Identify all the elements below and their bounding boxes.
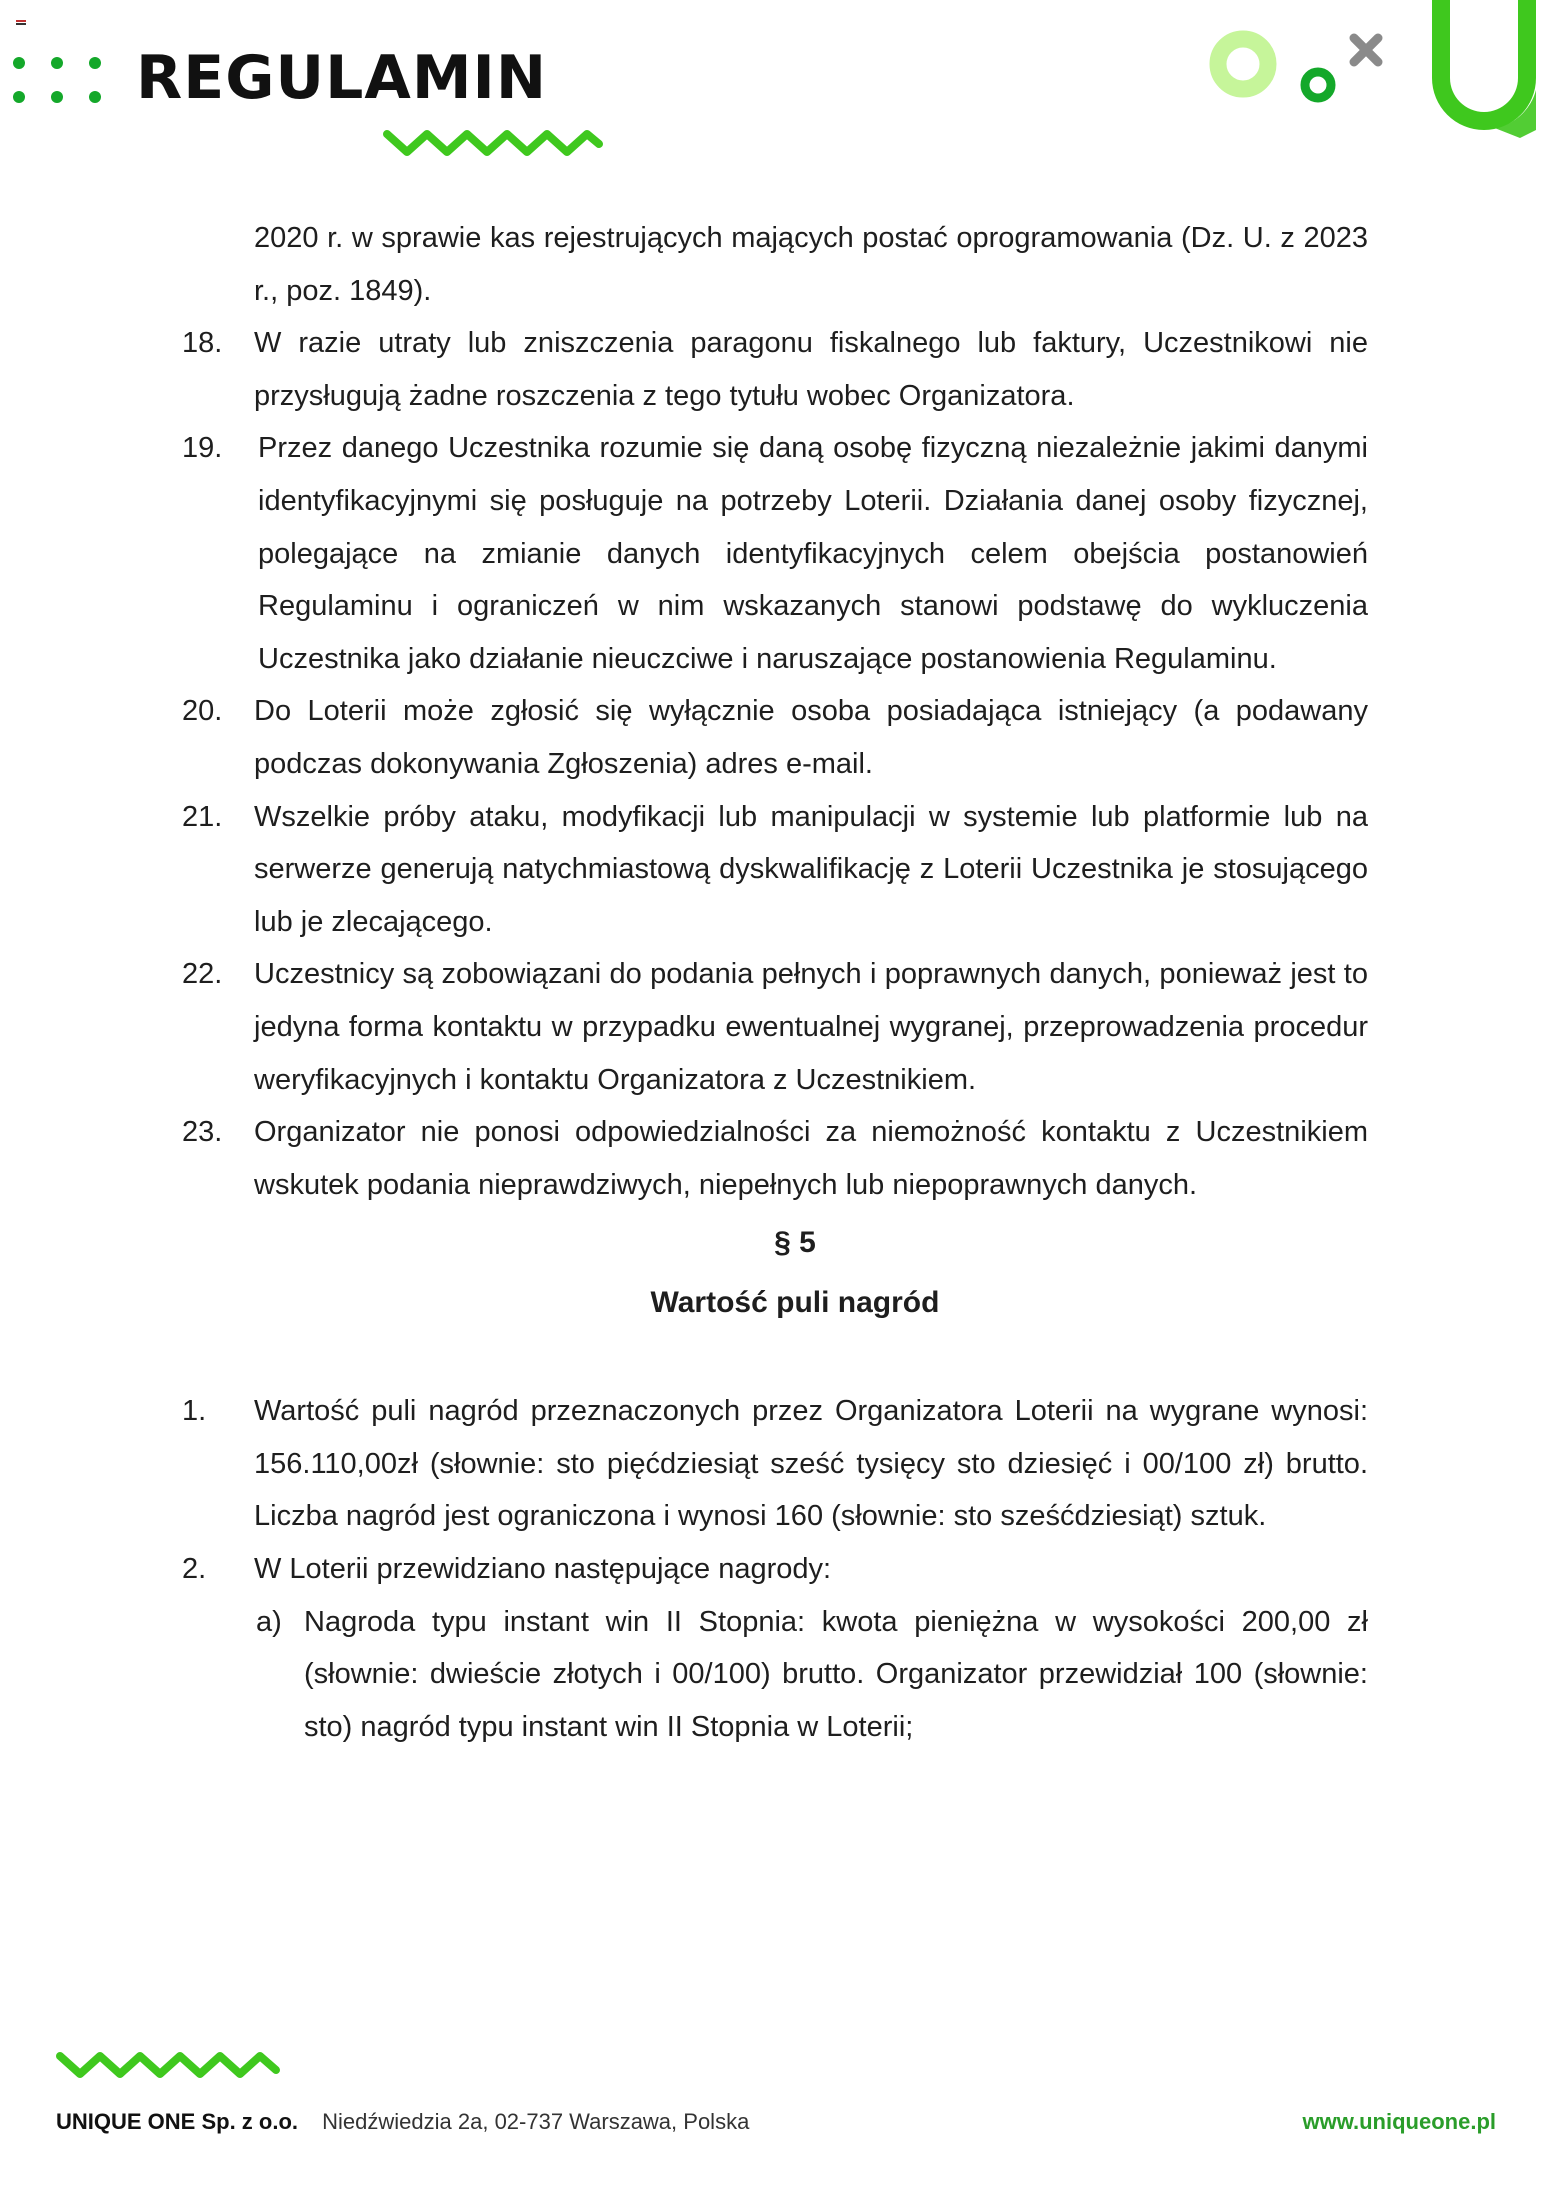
corner-mark-icon: [16, 20, 26, 26]
page-footer: [56, 2104, 1496, 2140]
list-item: [182, 948, 1368, 1106]
list-item: [182, 422, 1368, 685]
company-name: UNIQUE ONE Sp. z o.o.: [56, 2109, 299, 2134]
item-number: 23.: [182, 1116, 223, 1149]
item-text: Wszelkie próby ataku, modyfikacji lub manipulacji w systemie lub platformie lub na serwerze generują natychmiastową dyskwalifikację z Loterii Uczestnika je stosującego lub je zlecającego.: [254, 800, 1368, 938]
page-title: REGULAMIN: [136, 43, 548, 113]
ring-icon: [1218, 39, 1268, 89]
list-item: [182, 212, 1368, 317]
sub-item-letter: a): [256, 1605, 282, 1638]
website-link[interactable]: www.uniqueone.pl: [1302, 2109, 1496, 2134]
sub-list-item: [182, 1596, 1368, 1754]
item-text: Organizator nie ponosi odpowiedzialności za niemożność kontaktu z Uczestnikiem wskutek podania nieprawdziwych, niepełnych lub niepoprawnych danych.: [254, 1116, 1368, 1201]
zigzag-icon: [383, 126, 603, 158]
list-item: [182, 1385, 1368, 1543]
item-number: 19.: [182, 432, 223, 465]
item-text: W Loterii przewidziano następujące nagrody:: [254, 1553, 832, 1586]
brand-decoration: [1200, 0, 1550, 150]
item-number: 21.: [182, 800, 223, 833]
item-text: Wartość puli nagród przeznaczonych przez Organizatora Loterii na wygrane wynosi: 156.110,00zł (słownie: sto pięćdziesiąt sześć tysięcy sto dziesięć i 00/100 zł) brutto. Liczba nagród jest ograniczona i wynosi 160 (słownie: sto sześćdziesiąt) sztuk.: [254, 1395, 1368, 1533]
footer-zigzag-icon: [56, 2048, 282, 2080]
item-number: 18.: [182, 327, 223, 360]
list-item: [182, 1106, 1368, 1211]
close-icon: [1354, 38, 1378, 62]
dots-grid-icon: [12, 55, 102, 105]
list-item: [182, 685, 1368, 790]
document-body: [182, 212, 1368, 1753]
item-number: 22.: [182, 958, 223, 991]
sub-item-text: Nagroda typu instant win II Stopnia: kwota pieniężna w wysokości 200,00 zł (słownie: dwieście złotych i 00/100) brutto. Organizator przewidział 100 (słownie: sto) nagród typu instant win II Stopnia w Loterii;: [304, 1605, 1368, 1743]
item-text: 2020 r. w sprawie kas rejestrujących mających postać oprogramowania (Dz. U. z 2023 r., poz. 1849).: [254, 222, 1368, 307]
small-ring-icon: [1305, 72, 1331, 98]
item-number: 2.: [182, 1553, 207, 1586]
section-title: Wartość puli nagród: [650, 1286, 940, 1320]
list-item: [182, 317, 1368, 422]
list-item: [182, 1543, 1368, 1596]
item-text: Przez danego Uczestnika rozumie się daną osobę fizyczną niezależnie jakimi danymi identyfikacyjnymi się posługuje na potrzeby Loterii. Działania danej osoby fizycznej, polegające na zmianie danych identyfikacyjnych celem obejścia postanowień Regulaminu i ograniczeń w nim wskazanych stanowi podstawę do wykluczenia Uczestnika jako działanie nieuczciwe i naruszające postanowienia Regulaminu.: [258, 432, 1368, 675]
item-number: 1.: [182, 1395, 207, 1428]
item-number: 20.: [182, 695, 223, 728]
section-symbol: § 5: [774, 1226, 816, 1260]
item-text: Do Loterii może zgłosić się wyłącznie osoba posiadająca istniejący (a podawany podczas dokonywania Zgłoszenia) adres e-mail.: [254, 695, 1368, 780]
item-text: W razie utraty lub zniszczenia paragonu fiskalnego lub faktury, Uczestnikowi nie przysługują żadne roszczenia z tego tytułu wobec Organizatora.: [254, 327, 1368, 412]
company-address: Niedźwiedzia 2a, 02-737 Warszawa, Polska: [322, 2109, 750, 2134]
list-item: [182, 791, 1368, 949]
item-text: Uczestnicy są zobowiązani do podania pełnych i poprawnych danych, ponieważ jest to jedyna forma kontaktu w przypadku ewentualnej wygranej, przeprowadzenia procedur weryfikacyjnych i kontaktu Organizatora z Uczestnikiem.: [254, 958, 1368, 1096]
